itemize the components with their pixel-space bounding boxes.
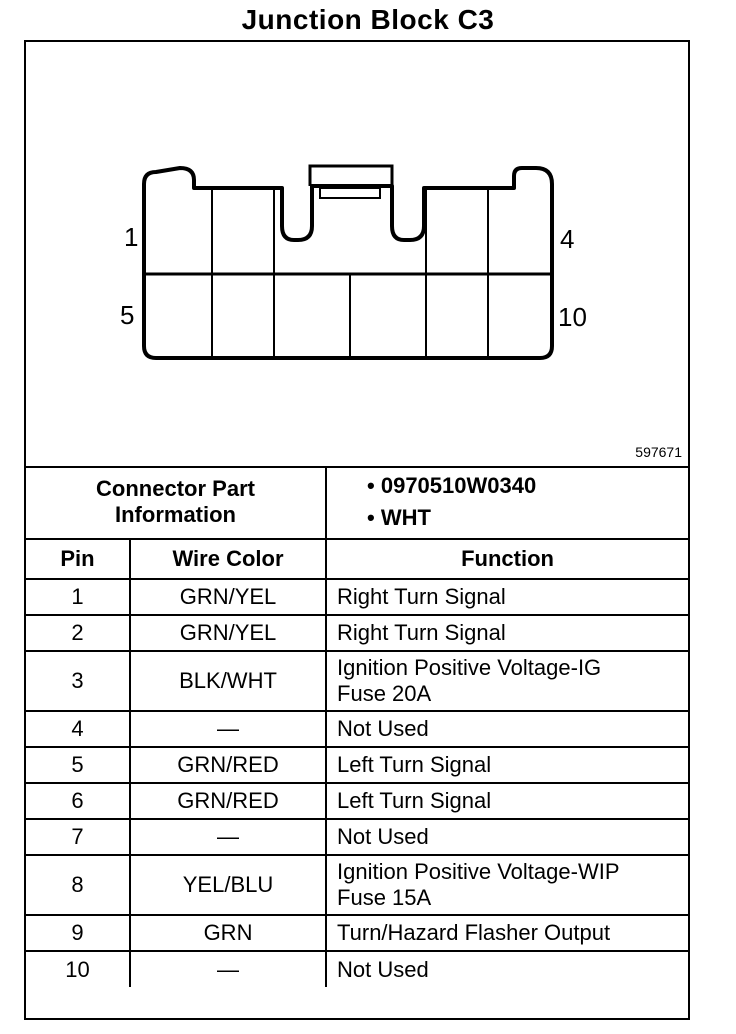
pin-cell: 10: [26, 951, 130, 987]
connector-part-values: [326, 466, 688, 539]
function-cell: [326, 747, 688, 783]
function-cell: [326, 615, 688, 651]
function-line: Fuse 15A: [337, 885, 432, 910]
pin-cell: 3: [26, 651, 130, 711]
table-header-row: [26, 539, 688, 579]
pin-label-top-left: 1: [124, 222, 139, 252]
table-row: [26, 579, 688, 615]
wire-color-cell: GRN/YEL: [130, 615, 326, 651]
pin-cell: 5: [26, 747, 130, 783]
function-line: Left Turn Signal: [337, 788, 492, 813]
wire-color-cell: GRN/RED: [130, 747, 326, 783]
function-cell: [326, 951, 688, 987]
table-row: [26, 819, 688, 855]
table-row: [26, 783, 688, 819]
table-row: [26, 747, 688, 783]
function-line: Not Used: [337, 716, 429, 741]
function-cell: [326, 651, 688, 711]
connector-part-heading: Connector Part Information: [26, 466, 326, 539]
function-line: Not Used: [337, 956, 429, 982]
table-row: [26, 711, 688, 747]
wire-color-cell: GRN/YEL: [130, 579, 326, 615]
function-cell: [326, 819, 688, 855]
function-line: Right Turn Signal: [337, 620, 506, 645]
function-line: Right Turn Signal: [337, 584, 506, 609]
pinout-table: [26, 466, 688, 987]
wire-color-cell: GRN/RED: [130, 783, 326, 819]
header-pin: Pin: [26, 539, 130, 579]
connector-body: [144, 168, 552, 358]
pin-label-bottom-right: 10: [558, 302, 587, 332]
pin-cell: 4: [26, 711, 130, 747]
reference-number: 597671: [635, 444, 682, 460]
function-cell: [326, 783, 688, 819]
part-color: • WHT: [367, 505, 431, 530]
junction-block-frame: [24, 40, 690, 1020]
header-function: Function: [326, 539, 688, 579]
pin-cell: 8: [26, 855, 130, 915]
part-number: • 0970510W0340: [367, 473, 537, 498]
function-cell: [326, 711, 688, 747]
table-row: [26, 855, 688, 915]
pin-cell: 6: [26, 783, 130, 819]
function-line: Ignition Positive Voltage-WIP: [337, 859, 620, 884]
wire-color-cell: —: [130, 951, 326, 987]
connector-latch: [310, 166, 392, 186]
table-row: [26, 951, 688, 987]
wire-color-cell: YEL/BLU: [130, 855, 326, 915]
function-line: Turn/Hazard Flasher Output: [337, 920, 611, 945]
connector-diagram: [26, 42, 688, 468]
pin-cell: 7: [26, 819, 130, 855]
wire-color-cell: —: [130, 819, 326, 855]
function-line: Left Turn Signal: [337, 752, 492, 777]
function-line: Not Used: [337, 824, 429, 849]
pin-label-top-right: 4: [560, 224, 575, 254]
wire-color-cell: BLK/WHT: [130, 651, 326, 711]
page-title: Junction Block C3: [241, 4, 495, 35]
table-row: [26, 615, 688, 651]
pin-cell: 9: [26, 915, 130, 951]
wire-color-cell: —: [130, 711, 326, 747]
table-row: [26, 915, 688, 951]
wire-color-cell: GRN: [130, 915, 326, 951]
pin-label-bottom-left: 5: [120, 300, 135, 330]
pin-cell: 2: [26, 615, 130, 651]
function-line: Ignition Positive Voltage-IG: [337, 655, 602, 680]
header-wire-color: Wire Color: [130, 539, 326, 579]
function-cell: [326, 915, 688, 951]
table-row: [26, 651, 688, 711]
connector-part-row: [26, 466, 688, 539]
latch-slot: [320, 188, 380, 198]
function-cell: [326, 855, 688, 915]
function-cell: [326, 579, 688, 615]
connector-outline: [26, 42, 688, 466]
pin-cell: 1: [26, 579, 130, 615]
function-line: Fuse 20A: [337, 681, 432, 706]
